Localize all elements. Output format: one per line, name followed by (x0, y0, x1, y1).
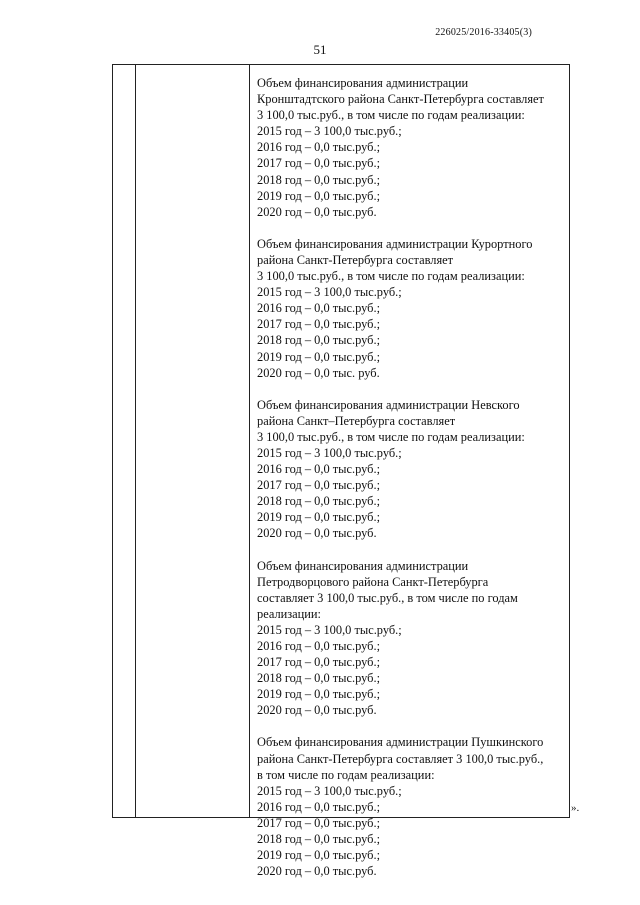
text-line: 2019 год – 0,0 тыс.руб.; (257, 687, 381, 702)
text-line: 2017 год – 0,0 тыс.руб.; (257, 317, 381, 332)
text-line: 2016 год – 0,0 тыс.руб.; (257, 639, 381, 653)
text-line: 2016 год – 0,0 тыс.руб.; (257, 462, 381, 477)
text-line: 2017 год – 0,0 тыс.руб.; (257, 655, 381, 670)
text-line: Объем финансирования администрации Пушкинского (257, 735, 544, 750)
text-line: Объем финансирования администрации (257, 558, 469, 573)
text-line: 2015 год – 3 100,0 тыс.руб.; (257, 445, 402, 460)
text-line: 2019 год – 0,0 тыс.руб.; (257, 848, 381, 863)
text-line: 2017 год – 0,0 тыс.руб.; (257, 156, 381, 171)
text-line: 2015 год – 3 100,0 тыс.руб.; (257, 783, 402, 798)
text-line: составляет 3 100,0 тыс.руб., в том числе по годам (257, 590, 518, 605)
text-line: района Санкт-Петербурга составляет (257, 252, 454, 267)
text-line: 3 100,0 тыс.руб., в том числе по годам реализации: (257, 108, 525, 123)
table (112, 64, 570, 879)
text-line: Кронштадтского района Санкт-Петербурга составляет (257, 92, 544, 107)
funding-paragraph (257, 236, 563, 381)
funding-paragraph (257, 397, 563, 542)
funding-paragraph (257, 75, 563, 220)
text-line: 2018 год – 0,0 тыс.руб.; (257, 172, 381, 187)
column-divider-1 (135, 65, 136, 817)
text-line: района Санкт–Петербурга составляет (257, 413, 456, 428)
closing-quote: ». (571, 802, 580, 814)
text-line: 2019 год – 0,0 тыс.руб.; (257, 349, 381, 364)
funding-paragraph (257, 734, 563, 879)
text-line: 3 100,0 тыс.руб., в том числе по годам реализации: (257, 269, 525, 284)
text-line: 2017 год – 0,0 тыс.руб.; (257, 815, 381, 830)
text-line: 2015 год – 3 100,0 тыс.руб.; (257, 622, 402, 637)
text-line: Объем финансирования администрации (257, 76, 469, 90)
text-line: 2018 год – 0,0 тыс.руб.; (257, 671, 381, 686)
text-line: 2020 год – 0,0 тыс. руб. (257, 365, 380, 380)
text-line: 2020 год – 0,0 тыс.руб. (257, 526, 377, 541)
column-divider-2 (249, 65, 250, 817)
funding-paragraph (257, 558, 563, 719)
text-line: 2020 год – 0,0 тыс.руб. (257, 204, 377, 219)
text-line: 2019 год – 0,0 тыс.руб.; (257, 510, 381, 525)
text-line: 2019 год – 0,0 тыс.руб.; (257, 188, 381, 203)
text-line: 2017 год – 0,0 тыс.руб.; (257, 478, 381, 493)
text-line: 2016 год – 0,0 тыс.руб.; (257, 301, 381, 316)
text-line: 2020 год – 0,0 тыс.руб. (257, 864, 377, 879)
text-line: 2015 год – 3 100,0 тыс.руб.; (257, 124, 402, 139)
table-cell-content (257, 75, 563, 895)
text-line: 2018 год – 0,0 тыс.руб.; (257, 333, 381, 348)
text-line: реализации: (257, 606, 321, 621)
text-line: 2018 год – 0,0 тыс.руб.; (257, 832, 381, 847)
text-line: 2018 год – 0,0 тыс.руб.; (257, 494, 381, 509)
text-line: района Санкт-Петербурга составляет 3 100,0 тыс.руб., (257, 751, 544, 766)
text-line: 2016 год – 0,0 тыс.руб.; (257, 799, 381, 814)
text-line: Объем финансирования администрации Курортного (257, 236, 533, 251)
text-line: 3 100,0 тыс.руб., в том числе по годам реализации: (257, 429, 525, 444)
text-line: 2016 год – 0,0 тыс.руб.; (257, 140, 381, 155)
page-number: 51 (313, 42, 327, 57)
document-number: 226025/2016-33405(3) (435, 27, 532, 38)
text-line: 2020 год – 0,0 тыс.руб. (257, 703, 377, 718)
text-line: Объем финансирования администрации Невского (257, 397, 520, 412)
text-line: 2015 год – 3 100,0 тыс.руб.; (257, 285, 402, 300)
text-line: в том числе по годам реализации: (257, 767, 435, 782)
text-line: Петродворцового района Санкт-Петербурга (257, 574, 489, 589)
